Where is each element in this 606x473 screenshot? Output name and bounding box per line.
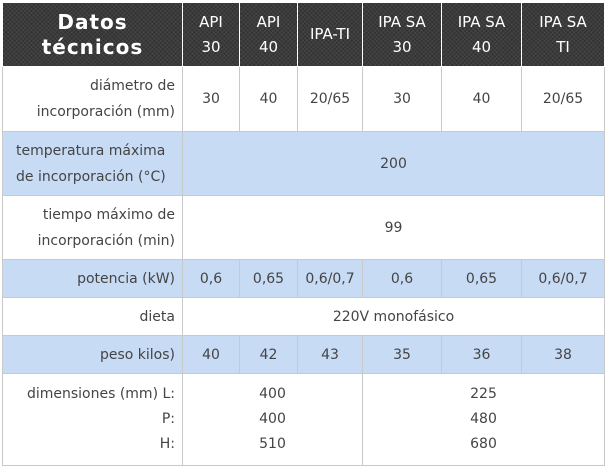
dimensions-group-ipa-sa <box>363 374 605 466</box>
dimension-value: 400 <box>259 411 286 427</box>
row-label-line: de incorporación (°C) <box>16 168 166 185</box>
table-cell: 40 <box>240 67 298 132</box>
dimension-value: 225 <box>470 386 497 402</box>
table-cell: 40 <box>183 336 240 374</box>
column-header-line: IPA SA <box>457 12 506 31</box>
row-label: potencia (kW) <box>3 260 183 298</box>
table-cell: 43 <box>298 336 363 374</box>
table-cell: 99 <box>183 196 605 260</box>
row-label-line: incorporación (mm) <box>36 104 175 120</box>
column-header-ipa-sa-ti <box>522 3 605 67</box>
column-header-ipa-ti <box>298 3 363 67</box>
column-header-line: 30 <box>201 37 221 56</box>
table-cell: 0,6/0,7 <box>298 260 363 298</box>
column-header-line: TI <box>556 37 570 56</box>
row-label: peso kilos) <box>3 336 183 374</box>
technical-data-table <box>2 2 605 466</box>
table-cell: 0,6 <box>363 260 442 298</box>
row-label-line: dimensiones (mm) L: <box>26 386 175 402</box>
column-header-api-30 <box>183 3 240 67</box>
row-tiempo <box>3 196 605 260</box>
row-dimensiones <box>3 374 605 466</box>
dimensions-group-api <box>183 374 363 466</box>
row-peso <box>3 336 605 374</box>
column-header-line: IPA SA <box>378 12 426 31</box>
column-header-line: 30 <box>392 37 412 56</box>
row-label-line: temperatura máxima <box>16 142 166 159</box>
table-cell: 0,65 <box>240 260 298 298</box>
row-label <box>3 132 183 196</box>
column-header-line: 40 <box>471 37 492 56</box>
table-cell: 35 <box>363 336 442 374</box>
table-title-line1: Datos <box>57 9 128 34</box>
dimension-value: 510 <box>259 436 286 452</box>
dimension-value: 400 <box>259 386 286 402</box>
row-label-line: P: <box>161 411 175 427</box>
table-cell: 0,6/0,7 <box>522 260 605 298</box>
table-cell: 30 <box>183 67 240 132</box>
table-cell: 220V monofásico <box>183 298 605 336</box>
table-cell: 42 <box>240 336 298 374</box>
row-label-line: diámetro de <box>89 78 175 94</box>
row-diametro <box>3 67 605 132</box>
row-label: dieta <box>3 298 183 336</box>
column-header-ipa-sa-40 <box>442 3 522 67</box>
table-cell: 0,65 <box>442 260 522 298</box>
row-label <box>3 196 183 260</box>
dimension-value: 480 <box>470 411 497 427</box>
dimension-value: 680 <box>470 436 497 452</box>
table-cell: 38 <box>522 336 605 374</box>
table-cell: 20/65 <box>298 67 363 132</box>
row-temperatura <box>3 132 605 196</box>
row-dieta <box>3 298 605 336</box>
table-cell: 30 <box>363 67 442 132</box>
table-cell: 20/65 <box>522 67 605 132</box>
table-cell: 40 <box>442 67 522 132</box>
row-label-line: incorporación (min) <box>37 232 175 249</box>
table-title-line2: técnicos <box>41 34 144 59</box>
row-label <box>3 67 183 132</box>
table-cell: 36 <box>442 336 522 374</box>
column-header-line: IPA-TI <box>309 25 351 43</box>
column-header-line: API <box>256 12 281 31</box>
column-header-api-40 <box>240 3 298 67</box>
row-label-line: H: <box>159 436 175 452</box>
table-cell: 200 <box>183 132 605 196</box>
column-header-line: API <box>199 12 223 31</box>
column-header-ipa-sa-30 <box>363 3 442 67</box>
header-row <box>3 3 605 67</box>
row-potencia <box>3 260 605 298</box>
row-label-line: tiempo máximo de <box>42 206 175 223</box>
column-header-line: 40 <box>258 37 279 56</box>
row-label <box>3 374 183 466</box>
column-header-line: IPA SA <box>539 12 587 31</box>
table-title <box>3 3 183 67</box>
table-cell: 0,6 <box>183 260 240 298</box>
